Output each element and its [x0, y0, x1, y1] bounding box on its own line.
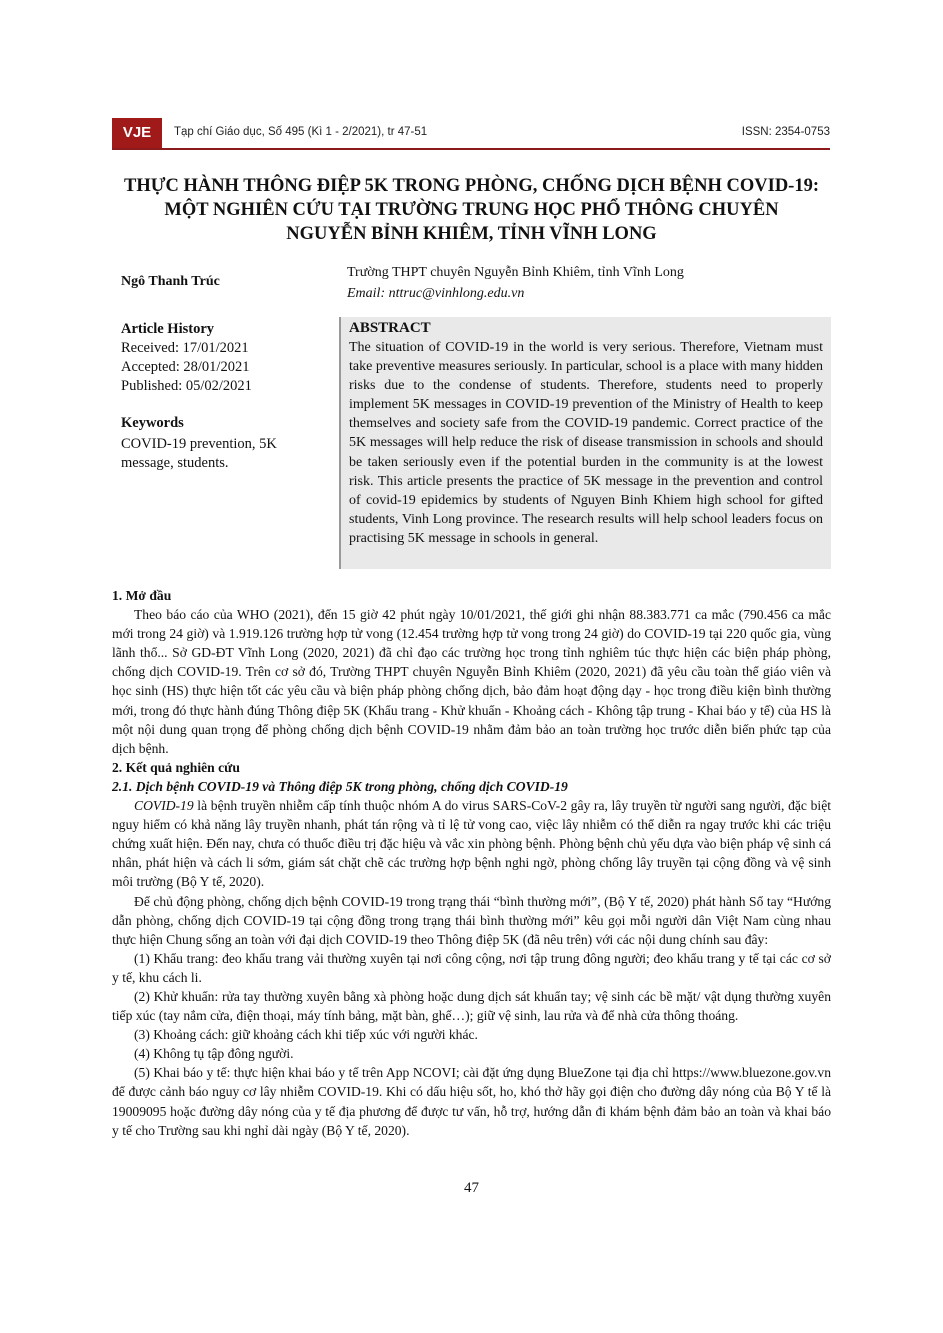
- list-item-5: (5) Khai báo y tế: thực hiện khai báo y tế trên App NCOVI; cài đặt ứng dụng BlueZone tại địa chỉ https://www.bluezone.gov.vn để được cảnh báo nguy cơ lây nhiễm COVID-19. Khi có dấu hiệu sốt, ho, khó thở hãy gọi điện cho đường dây nóng của Bộ Y tế là 19009095 hoặc đường dây nóng của y tế địa phương để được tư vấn, hỗ trợ, hướng dẫn đi khám bệnh đảm bảo an toàn và khai báo y tế cho Trường sau khi nghỉ dài ngày (Bộ Y tế, 2020).: [112, 1065, 831, 1138]
- abstract-heading: ABSTRACT: [349, 320, 431, 336]
- article-history: [121, 320, 252, 396]
- title-line-3: NGUYỄN BỈNH KHIÊM, TỈNH VĨNH LONG: [286, 224, 657, 244]
- covid-term: COVID-19: [134, 798, 194, 814]
- list-item-3: (3) Khoảng cách: giữ khoảng cách khi tiếp xúc với người khác.: [134, 1027, 478, 1043]
- page-number: 47: [464, 1180, 479, 1196]
- author-affiliation-block: [347, 262, 684, 304]
- received-date: Received: 17/01/2021: [121, 340, 249, 356]
- section-2-1-paragraph-2: Để chủ động phòng, chống dịch bệnh COVID-19 trong trạng thái “bình thường mới”, (Bộ Y tế, 2020) phát hành Sổ tay “Hướng dẫn phòng, chống dịch COVID-19 tại cộng đồng trong trạng thái bình thường mới” kêu gọi mỗi người dân Việt Nam cùng nhau thực hiện Chung sống an toàn với đại dịch COVID-19 theo Thông điệp 5K (đã nêu trên) với các nội dung chính sau đây:: [112, 893, 831, 947]
- journal-logo: VJE: [112, 118, 162, 148]
- issn: ISSN: 2354-0753: [741, 126, 830, 138]
- keywords-heading: Keywords: [121, 415, 184, 431]
- section-1-heading: 1. Mở đầu: [112, 588, 172, 603]
- list-item-2: (2) Khử khuẩn: rửa tay thường xuyên bằng xà phòng hoặc dung dịch sát khuẩn tay; vệ sinh các bề mặt/ vật dụng thường xuyên tiếp xúc (tay nắm cửa, điện thoại, máy tính bảng, mặt bàn, ghế…); giữ vệ sinh, lau rửa và để nhà cửa thông thoáng.: [112, 988, 831, 1024]
- list-item-1: (1) Khẩu trang: đeo khẩu trang vải thường xuyên tại nơi công cộng, nơi tập trung đông người; đeo khẩu trang y tế tại các cơ sở y tế, khu cách li.: [112, 950, 831, 985]
- section-2-1-heading: 2.1. Dịch bệnh COVID-19 và Thông điệp 5K trong phòng, chống dịch COVID-19: [112, 778, 568, 794]
- journal-header: [112, 118, 830, 150]
- author-name: Ngô Thanh Trúc: [121, 274, 220, 289]
- published-date: Published: 05/02/2021: [121, 378, 252, 394]
- article-title: [100, 174, 843, 246]
- title-line-2: MỘT NGHIÊN CỨU TẠI TRƯỜNG TRUNG HỌC PHỔ THÔNG CHUYÊN: [164, 200, 779, 220]
- abstract-box: [339, 317, 831, 569]
- section-2-1-paragraph-1: [112, 796, 831, 891]
- list-item-4: (4) Không tụ tập đông người.: [134, 1046, 294, 1062]
- history-heading: Article History: [121, 321, 215, 337]
- section-2-heading: 2. Kết quả nghiên cứu: [112, 759, 240, 775]
- affiliation: Trường THPT chuyên Nguyễn Bỉnh Khiêm, tỉnh Vĩnh Long: [347, 265, 684, 280]
- accepted-date: Accepted: 28/01/2021: [121, 359, 250, 375]
- author-email: Email: nttruc@vinhlong.edu.vn: [347, 286, 525, 301]
- section-1-paragraph: Theo báo cáo của WHO (2021), đến 15 giờ 42 phút ngày 10/01/2021, thế giới ghi nhận 88.383.771 ca mắc (790.456 ca mắc mới trong 24 giờ) và 1.919.126 trường hợp tử vong (12.454 trường hợp tử vong trong 24 giờ) do COVID-19 tại 220 quốc gia, vùng lãnh thổ... Sở GD-ĐT Vĩnh Long (2020, 2021) đã chỉ đạo các trường học trong tỉnh nghiêm túc thực hiện các biện pháp phòng, chống dịch COVID-19. Trên cơ sở đó, Trường THPT chuyên Nguyễn Bỉnh Khiêm (2020, 2021) đã yêu cầu toàn thể giáo viên và học sinh (HS) thực hiện tốt các yêu cầu và biện pháp phòng chống dịch, bảo đảm hoạt động dạy - học trong điều kiện bình thường mới, trong đó thực hành đúng Thông điệp 5K (Khẩu trang - Khử khuẩn - Khoảng cách - Không tập trung - Khai báo y tế) của HS là một nội dung quan trọng để phòng chống dịch bệnh COVID-19 nhằm đảm bảo an toàn trường học trước diễn biến phức tạp của dịch bệnh.: [112, 607, 831, 756]
- keywords-block: [121, 414, 321, 473]
- journal-citation: Tạp chí Giáo dục, Số 495 (Kì 1 - 2/2021), tr 47-51: [174, 126, 428, 138]
- covid-definition: là bệnh truyền nhiễm cấp tính thuộc nhóm A do virus SARS-CoV-2 gây ra, lây truyền từ người sang người, đặc biệt nguy hiểm có khả năng lây truyền nhanh, phát tán rộng và tỉ lệ tử vong cao, việc lây nhiễm có thể diễn ra ngay trước khi các triệu chứng xuất hiện. Đến nay, chưa có thuốc điều trị đặc hiệu và vắc xin phòng bệnh. Phòng bệnh chủ yếu dựa vào biện pháp vệ sinh cá nhân, phát hiện và cách li sớm, giám sát chặt chẽ các trường hợp bệnh nghi ngờ, phòng chống lây truyền tại cộng đồng và vệ sinh môi trường (Bộ Y tế, 2020).: [112, 798, 831, 890]
- keywords-text: COVID-19 prevention, 5K message, students.: [121, 436, 277, 471]
- abstract-text: The situation of COVID-19 in the world is very serious. Therefore, Vietnam must take preventive measures seriously. In particular, school is a place with many hidden risks due to the condense of students. Therefore, students need to properly implement 5K messages in COVID-19 prevention of the Ministry of Health to keep themselves and society safe from the COVID-19 pandemic. Correct practice of the 5K messages will help reduce the risk of disease transmission in schools and should be taken seriously even if the potential burden in the community is at the lowest risk. This article presents the practice of 5K message in the prevention and control of covid-19 epidemics by students of Nguyen Binh Khiem high school for gifted students, Vinh Long province. The research results will help school leaders focus on practising 5K message in schools in general.: [349, 340, 823, 546]
- article-body: [112, 586, 831, 1140]
- title-line-1: THỰC HÀNH THÔNG ĐIỆP 5K TRONG PHÒNG, CHỐNG DỊCH BỆNH COVID-19:: [124, 176, 819, 196]
